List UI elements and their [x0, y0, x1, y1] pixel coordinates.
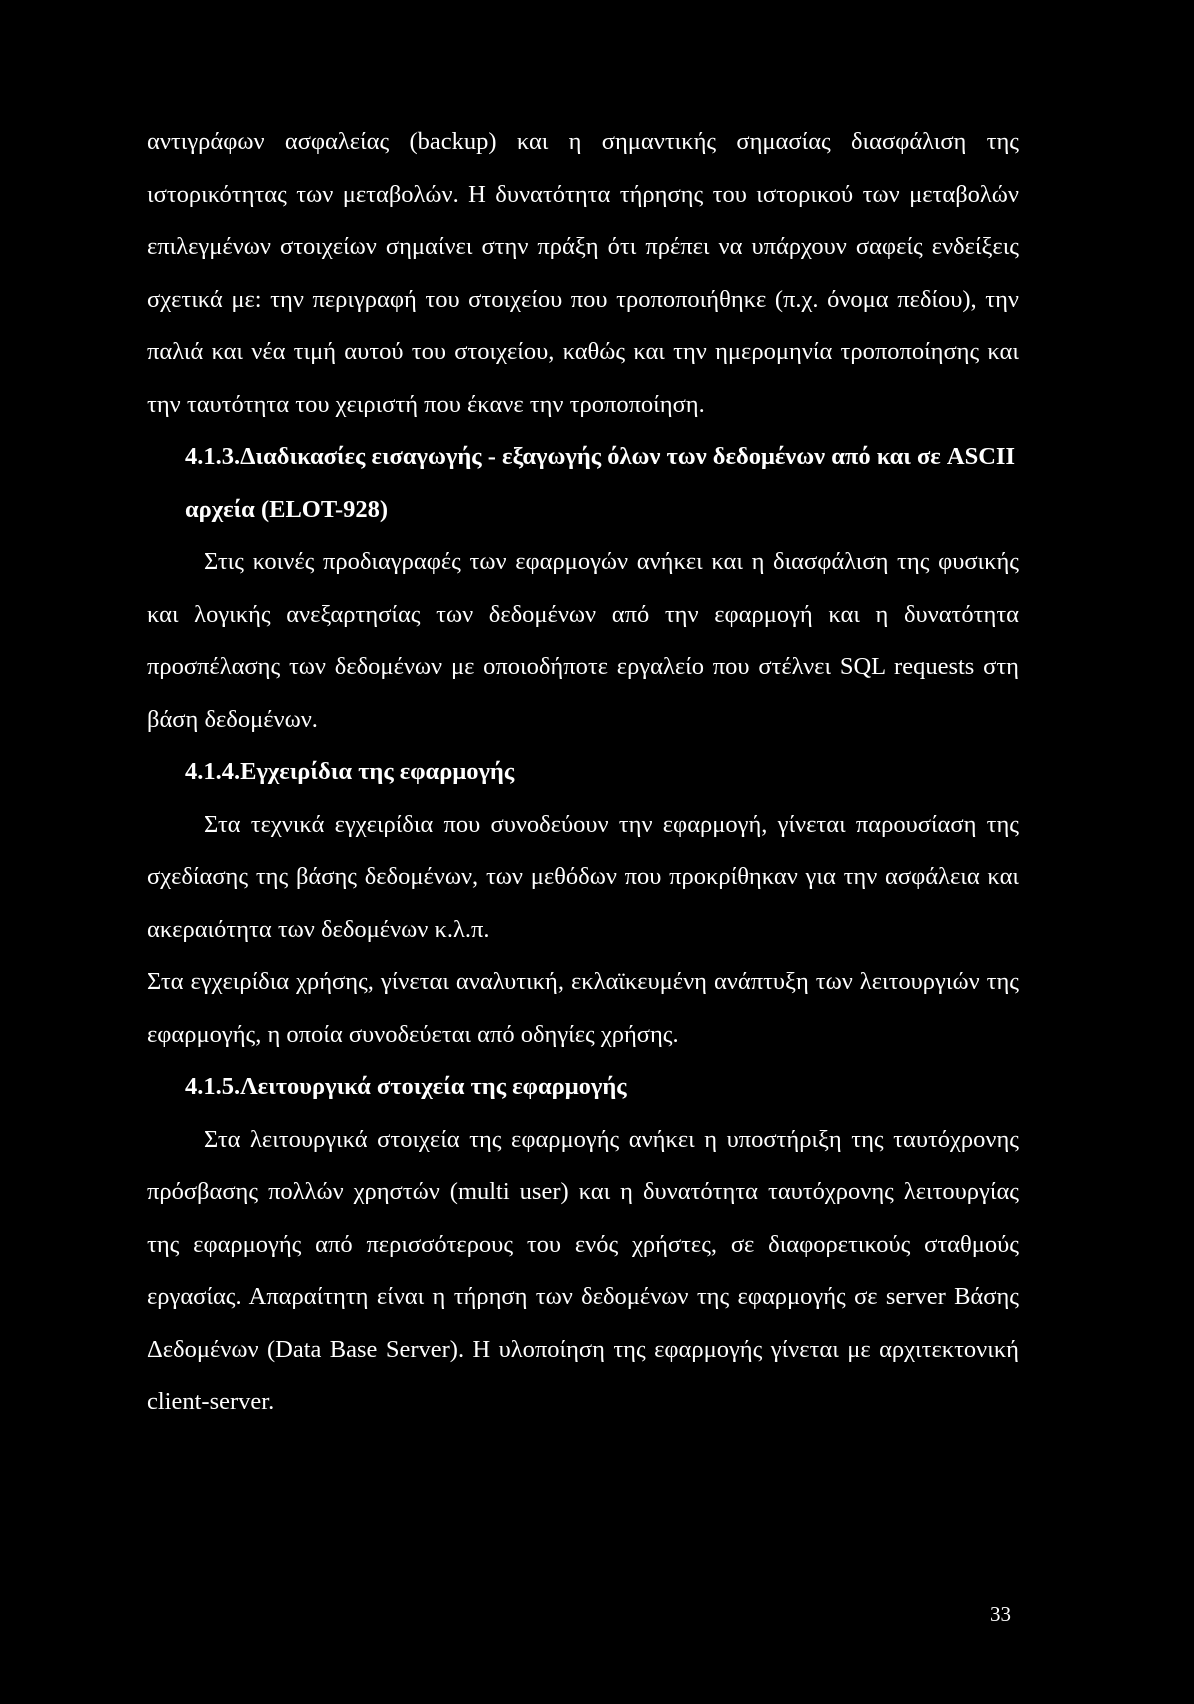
section-heading-4-1-5 [147, 1061, 1019, 1114]
section-title: Διαδικασίες εισαγωγής - εξαγωγής όλων των δεδομένων από και σε ASCII αρχεία (ELOT-928) [185, 443, 1015, 523]
paragraph: Στα λειτουργικά στοιχεία της εφαρμογής ανήκει η υποστήριξη της ταυτόχρονης πρόσβασης πολλών χρηστών (multi user) και η δυνατότητα ταυτόχρονης λειτουργίας της εφαρμογής από περισσότερους του ενός χρήστες, σε διαφορετικούς σταθμούς εργασίας. Απαραίτητη είναι η τήρηση των δεδομένων της εφαρμογής σε server Βάσης Δεδομένων (Data Base Server). Η υλοποίηση της εφαρμογής γίνεται με αρχιτεκτονική client-server. [147, 1125, 1019, 1415]
paragraph: Στα τεχνικά εγχειρίδια που συνοδεύουν την εφαρμογή, γίνεται παρουσίαση της σχεδίασης της βάσης δεδομένων, των μεθόδων που προκρίθηκαν για την ασφάλεια και ακεραιότητα των δεδομένων κ.λ.π. [147, 810, 1019, 943]
section-heading-4-1-3 [147, 431, 1019, 536]
section-title: Λειτουργικά στοιχεία της εφαρμογής [240, 1073, 627, 1100]
page-number: 33 [990, 1602, 1011, 1626]
page-content [147, 116, 1019, 1429]
section-number: 4.1.4. [185, 758, 241, 785]
paragraph: Στα εγχειρίδια χρήσης, γίνεται αναλυτική, εκλαϊκευμένη ανάπτυξη των λειτουργιών της εφαρμογής, η οποία συνοδεύεται από οδηγίες χρήσης. [147, 968, 1019, 1048]
section-title: Εγχειρίδια της εφαρμογής [240, 758, 515, 785]
section-heading-4-1-4 [147, 746, 1019, 799]
section-number: 4.1.5. [185, 1073, 241, 1100]
paragraph: Στις κοινές προδιαγραφές των εφαρμογών ανήκει και η διασφάλιση της φυσικής και λογικής ανεξαρτησίας των δεδομένων από την εφαρμογή και η δυνατότητα προσπέλασης των δεδομένων με οποιοδήποτε εργαλείο που στέλνει SQL requests στη βάση δεδομένων. [147, 548, 1019, 733]
section-number: 4.1.3. [185, 443, 241, 470]
paragraph-continuation: αντιγράφων ασφαλείας (backup) και η σημαντικής σημασίας διασφάλιση της ιστορικότητας των μεταβολών. Η δυνατότητα τήρησης του ιστορικού των μεταβολών επιλεγμένων στοιχείων σημαίνει στην πράξη ότι πρέπει να υπάρχουν σαφείς ενδείξεις σχετικά με: την περιγραφή του στοιχείου που τροποποιήθηκε (π.χ. όνομα πεδίου), την παλιά και νέα τιμή αυτού του στοιχείου, καθώς και την ημερομηνία τροποποίησης και την ταυτότητα του χειριστή που έκανε την τροποποίηση. [147, 128, 1019, 418]
